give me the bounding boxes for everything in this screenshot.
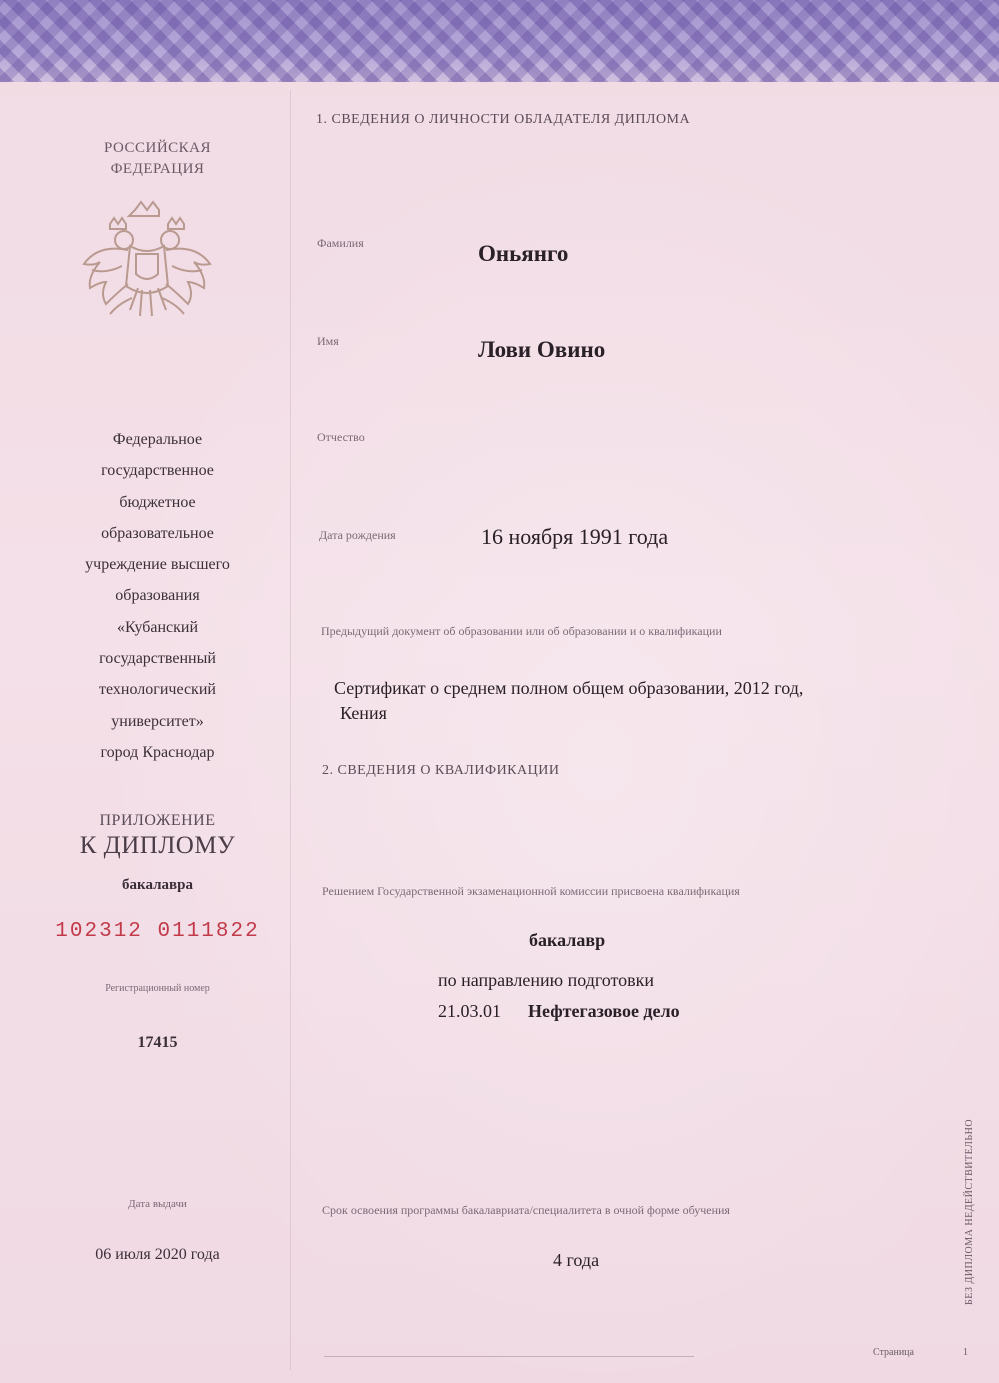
qualification-value: бакалавр xyxy=(529,930,606,950)
institution-line: образования xyxy=(115,587,200,605)
issue-date-caption: Дата выдачи xyxy=(128,1198,187,1210)
institution-line: государственный xyxy=(99,650,216,668)
surname-label: Фамилия xyxy=(317,236,364,250)
coat-of-arms-icon xyxy=(72,190,222,340)
institution-line: бюджетное xyxy=(119,493,196,511)
dob-label: Дата рождения xyxy=(319,528,396,542)
registration-number-caption: Регистрационный номер xyxy=(105,983,210,994)
institution-line: государственное xyxy=(101,462,214,480)
qualification-decision-label: Решением Государственной экзаменационной комиссии присвоена квалификация xyxy=(322,884,740,898)
footer-line xyxy=(324,1356,694,1357)
previous-document-label: Предыдущий документ об образовании или об образовании и о квалификации xyxy=(321,624,722,638)
institution-line: технологический xyxy=(99,681,216,699)
institution-line: учреждение высшего xyxy=(85,556,230,574)
country-line-1: РОССИЙСКАЯ xyxy=(103,140,212,156)
study-duration-label: Срок освоения программы бакалавриата/специалитета в очной форме обучения xyxy=(322,1203,730,1217)
institution-line: Федеральное xyxy=(112,431,203,448)
registration-number: 17415 xyxy=(137,1034,178,1051)
institution-line: город Краснодар xyxy=(100,743,215,761)
annex-title-line-1: ПРИЛОЖЕНИЕ xyxy=(99,812,216,829)
institution-name xyxy=(30,424,285,768)
section-2-title: 2. СВЕДЕНИЯ О КВАЛИФИКАЦИИ xyxy=(322,763,560,778)
previous-document-line-2: Кения xyxy=(340,703,387,723)
section-1-title: 1. СВЕДЕНИЯ О ЛИЧНОСТИ ОБЛАДАТЕЛЯ ДИПЛОМА xyxy=(316,112,691,127)
column-divider xyxy=(290,90,291,1370)
validity-side-text: БЕЗ ДИПЛОМА НЕДЕЙСТВИТЕЛЬНО xyxy=(964,1118,975,1305)
left-column xyxy=(30,82,285,1382)
study-duration-value: 4 года xyxy=(553,1250,600,1270)
page-number: 1 xyxy=(963,1347,968,1358)
name-label: Имя xyxy=(317,334,339,348)
surname-value: Оньянго xyxy=(478,241,569,266)
issue-date: 06 июля 2020 года xyxy=(95,1246,220,1263)
annex-title-line-2: К ДИПЛОМУ xyxy=(79,832,236,859)
name-value: Лови Овино xyxy=(478,337,606,362)
security-pattern-band xyxy=(0,0,999,82)
page-label: Страница xyxy=(873,1347,914,1358)
country-line-2: ФЕДЕРАЦИЯ xyxy=(110,161,205,177)
direction-code: 21.03.01 xyxy=(438,1001,501,1021)
institution-line: образовательное xyxy=(101,524,214,542)
serial-number: 102312 0111822 xyxy=(55,920,260,943)
patronymic-label: Отчество xyxy=(317,430,365,444)
institution-line: «Кубанский xyxy=(116,618,199,636)
institution-line: университет» xyxy=(111,712,204,730)
direction-name: Нефтегазовое дело xyxy=(528,1001,680,1021)
previous-document-line-1: Сертификат о среднем полном общем образовании, 2012 год, xyxy=(334,678,804,698)
degree-level: бакалавра xyxy=(122,877,193,893)
direction-label: по направлению подготовки xyxy=(438,970,655,990)
country-name xyxy=(30,138,285,180)
dob-value: 16 ноября 1991 года xyxy=(481,524,669,549)
